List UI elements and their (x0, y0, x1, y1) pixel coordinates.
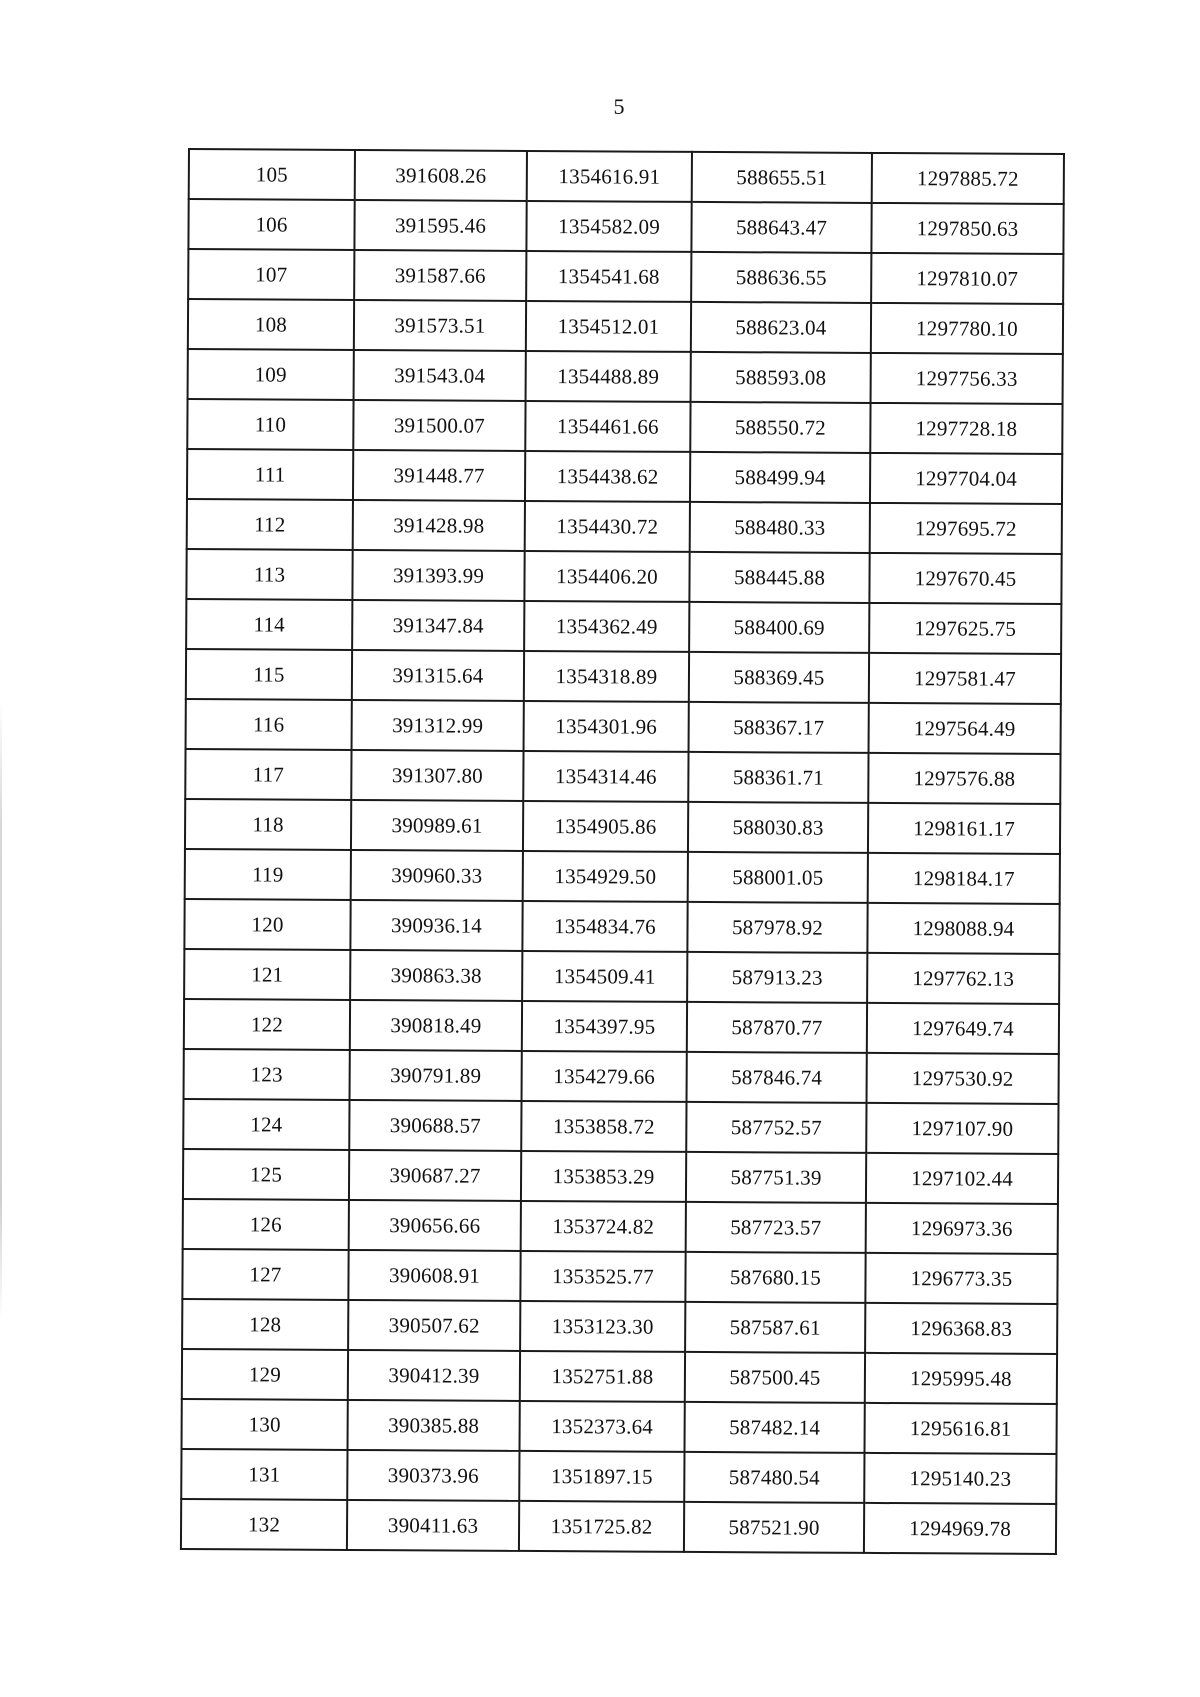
y-coordinate-cell: 1353858.72 (521, 1101, 686, 1152)
x-coordinate-cell: 391315.64 (352, 650, 524, 701)
point-number-cell: 127 (182, 1249, 348, 1300)
x-coordinate-cell: 390411.63 (347, 1500, 519, 1551)
y2-coordinate-cell: 1295140.23 (864, 1453, 1056, 1504)
y-coordinate-cell: 1352751.88 (520, 1351, 685, 1402)
y-coordinate-cell: 1352373.64 (520, 1401, 685, 1452)
y2-coordinate-cell: 1298184.17 (868, 853, 1060, 904)
x2-coordinate-cell: 587680.15 (685, 1252, 865, 1303)
table-row (182, 1399, 1057, 1454)
y2-coordinate-cell: 1297762.13 (867, 953, 1059, 1004)
y2-coordinate-cell: 1297107.90 (866, 1103, 1058, 1154)
point-number-cell: 105 (189, 149, 355, 200)
point-number-cell: 113 (186, 549, 352, 600)
page-number: 5 (613, 94, 625, 119)
y2-coordinate-cell: 1297564.49 (869, 703, 1061, 754)
x-coordinate-cell: 391312.99 (352, 700, 524, 751)
x2-coordinate-cell: 588480.33 (690, 502, 870, 553)
table-row (189, 149, 1064, 204)
y-coordinate-cell: 1354318.89 (524, 651, 689, 702)
table-row (181, 1499, 1056, 1554)
y2-coordinate-cell: 1297102.44 (866, 1153, 1058, 1204)
y2-coordinate-cell: 1298088.94 (867, 903, 1059, 954)
y2-coordinate-cell: 1296973.36 (866, 1203, 1058, 1254)
y-coordinate-cell: 1354461.66 (525, 401, 690, 452)
point-number-cell: 132 (181, 1499, 347, 1550)
x-coordinate-cell: 390373.96 (347, 1450, 519, 1501)
point-number-cell: 124 (183, 1099, 349, 1150)
x-coordinate-cell: 390385.88 (348, 1400, 520, 1451)
point-number-cell: 108 (188, 299, 354, 350)
y-coordinate-cell: 1354397.95 (522, 1001, 687, 1052)
x2-coordinate-cell: 587978.92 (687, 902, 867, 953)
x2-coordinate-cell: 588367.17 (689, 702, 869, 753)
x2-coordinate-cell: 587752.57 (686, 1102, 866, 1153)
point-number-cell: 109 (188, 349, 354, 400)
table-row (186, 599, 1061, 654)
x2-coordinate-cell: 588030.83 (688, 802, 868, 853)
y-coordinate-cell: 1354314.46 (523, 751, 688, 802)
table-row (186, 549, 1061, 604)
x-coordinate-cell: 391595.46 (354, 200, 526, 251)
x2-coordinate-cell: 588400.69 (689, 602, 869, 653)
point-number-cell: 121 (184, 949, 350, 1000)
x-coordinate-cell: 391347.84 (352, 600, 524, 651)
y2-coordinate-cell: 1298161.17 (868, 803, 1060, 854)
y-coordinate-cell: 1353525.77 (520, 1251, 685, 1302)
y-coordinate-cell: 1353853.29 (521, 1151, 686, 1202)
x2-coordinate-cell: 588499.94 (690, 452, 870, 503)
coordinate-table (180, 148, 1065, 1555)
y-coordinate-cell: 1354541.68 (526, 251, 691, 302)
y2-coordinate-cell: 1295995.48 (865, 1353, 1057, 1404)
table-row (188, 249, 1063, 304)
y2-coordinate-cell: 1297625.75 (869, 603, 1061, 654)
point-number-cell: 119 (185, 849, 351, 900)
x-coordinate-cell: 390818.49 (350, 1000, 522, 1051)
y-coordinate-cell: 1351897.15 (519, 1451, 684, 1502)
table-row (187, 399, 1062, 454)
point-number-cell: 117 (185, 749, 351, 800)
x2-coordinate-cell: 587521.90 (684, 1502, 864, 1553)
table-row (182, 1249, 1057, 1304)
x2-coordinate-cell: 587500.45 (685, 1352, 865, 1403)
point-number-cell: 131 (181, 1449, 347, 1500)
y-coordinate-cell: 1354438.62 (525, 451, 690, 502)
table-row (187, 499, 1062, 554)
y-coordinate-cell: 1354616.91 (527, 151, 692, 202)
point-number-cell: 107 (188, 249, 354, 300)
x2-coordinate-cell: 587587.61 (685, 1302, 865, 1353)
table-row (183, 1099, 1058, 1154)
y2-coordinate-cell: 1297695.72 (870, 503, 1062, 554)
y2-coordinate-cell: 1297728.18 (870, 403, 1062, 454)
table-row (185, 749, 1060, 804)
y2-coordinate-cell: 1297530.92 (867, 1053, 1059, 1104)
x2-coordinate-cell: 588636.55 (691, 252, 871, 303)
point-number-cell: 112 (187, 499, 353, 550)
table-row (182, 1299, 1057, 1354)
point-number-cell: 106 (188, 199, 354, 250)
table-row (187, 449, 1062, 504)
y-coordinate-cell: 1354362.49 (524, 601, 689, 652)
x-coordinate-cell: 391448.77 (353, 450, 525, 501)
scan-binding-edge (0, 700, 2, 1320)
point-number-cell: 110 (187, 399, 353, 450)
table-row (184, 999, 1059, 1054)
x2-coordinate-cell: 587751.39 (686, 1152, 866, 1203)
x-coordinate-cell: 390936.14 (350, 900, 522, 951)
point-number-cell: 120 (184, 899, 350, 950)
x-coordinate-cell: 391608.26 (355, 150, 527, 201)
x-coordinate-cell: 390863.38 (350, 950, 522, 1001)
x2-coordinate-cell: 588369.45 (689, 652, 869, 703)
x2-coordinate-cell: 588655.51 (692, 152, 872, 203)
table-row (188, 299, 1063, 354)
x-coordinate-cell: 390507.62 (348, 1300, 520, 1351)
x-coordinate-cell: 390688.57 (349, 1100, 521, 1151)
x-coordinate-cell: 390412.39 (348, 1350, 520, 1401)
point-number-cell: 128 (182, 1299, 348, 1350)
x-coordinate-cell: 390687.27 (349, 1150, 521, 1201)
y-coordinate-cell: 1353724.82 (521, 1201, 686, 1252)
y2-coordinate-cell: 1297810.07 (871, 253, 1063, 304)
y2-coordinate-cell: 1296773.35 (865, 1253, 1057, 1304)
y2-coordinate-cell: 1297704.04 (870, 453, 1062, 504)
y2-coordinate-cell: 1297756.33 (871, 353, 1063, 404)
x-coordinate-cell: 390960.33 (351, 850, 523, 901)
table-row (185, 849, 1060, 904)
y-coordinate-cell: 1354512.01 (526, 301, 691, 352)
x2-coordinate-cell: 587913.23 (687, 952, 867, 1003)
y-coordinate-cell: 1354509.41 (522, 951, 687, 1002)
x2-coordinate-cell: 587846.74 (687, 1052, 867, 1103)
y2-coordinate-cell: 1297670.45 (869, 553, 1061, 604)
coordinate-table-body (181, 149, 1064, 1554)
x2-coordinate-cell: 588001.05 (688, 852, 868, 903)
x2-coordinate-cell: 587723.57 (686, 1202, 866, 1253)
table-row (184, 899, 1059, 954)
y2-coordinate-cell: 1295616.81 (864, 1403, 1056, 1454)
table-row (182, 1349, 1057, 1404)
table-row (185, 799, 1060, 854)
x-coordinate-cell: 391307.80 (351, 750, 523, 801)
x2-coordinate-cell: 588593.08 (691, 352, 871, 403)
y-coordinate-cell: 1354488.89 (526, 351, 691, 402)
y2-coordinate-cell: 1297780.10 (871, 303, 1063, 354)
x2-coordinate-cell: 587480.54 (684, 1452, 864, 1503)
x2-coordinate-cell: 587870.77 (687, 1002, 867, 1053)
table-row (181, 1449, 1056, 1504)
y-coordinate-cell: 1354430.72 (525, 501, 690, 552)
point-number-cell: 122 (184, 999, 350, 1050)
y2-coordinate-cell: 1297581.47 (869, 653, 1061, 704)
x2-coordinate-cell: 588445.88 (689, 552, 869, 603)
y-coordinate-cell: 1354929.50 (523, 851, 688, 902)
table-row (183, 1199, 1058, 1254)
y2-coordinate-cell: 1297649.74 (867, 1003, 1059, 1054)
point-number-cell: 114 (186, 599, 352, 650)
table-row (186, 649, 1061, 704)
point-number-cell: 123 (184, 1049, 350, 1100)
y2-coordinate-cell: 1296368.83 (865, 1303, 1057, 1354)
x-coordinate-cell: 390791.89 (350, 1050, 522, 1101)
table-row (186, 699, 1061, 754)
table-row (188, 349, 1063, 404)
x2-coordinate-cell: 587482.14 (684, 1402, 864, 1453)
table-row (188, 199, 1063, 254)
point-number-cell: 130 (182, 1399, 348, 1450)
point-number-cell: 118 (185, 799, 351, 850)
x-coordinate-cell: 391500.07 (353, 400, 525, 451)
point-number-cell: 116 (186, 699, 352, 750)
x2-coordinate-cell: 588623.04 (691, 302, 871, 353)
x-coordinate-cell: 391428.98 (353, 500, 525, 551)
y-coordinate-cell: 1354905.86 (523, 801, 688, 852)
x-coordinate-cell: 391587.66 (354, 250, 526, 301)
y2-coordinate-cell: 1297885.72 (872, 153, 1064, 204)
x2-coordinate-cell: 588643.47 (691, 202, 871, 253)
x2-coordinate-cell: 588361.71 (688, 752, 868, 803)
y-coordinate-cell: 1354279.66 (522, 1051, 687, 1102)
y-coordinate-cell: 1354301.96 (524, 701, 689, 752)
point-number-cell: 115 (186, 649, 352, 700)
y-coordinate-cell: 1354582.09 (526, 201, 691, 252)
x2-coordinate-cell: 588550.72 (690, 402, 870, 453)
point-number-cell: 129 (182, 1349, 348, 1400)
x-coordinate-cell: 391543.04 (354, 350, 526, 401)
x-coordinate-cell: 391393.99 (352, 550, 524, 601)
point-number-cell: 111 (187, 449, 353, 500)
y2-coordinate-cell: 1294969.78 (864, 1503, 1056, 1554)
y2-coordinate-cell: 1297576.88 (868, 753, 1060, 804)
y2-coordinate-cell: 1297850.63 (871, 203, 1063, 254)
y-coordinate-cell: 1354834.76 (522, 901, 687, 952)
x-coordinate-cell: 390989.61 (351, 800, 523, 851)
y-coordinate-cell: 1354406.20 (524, 551, 689, 602)
table-row (184, 1049, 1059, 1104)
y-coordinate-cell: 1351725.82 (519, 1501, 684, 1552)
x-coordinate-cell: 390608.91 (348, 1250, 520, 1301)
x-coordinate-cell: 390656.66 (349, 1200, 521, 1251)
table-row (183, 1149, 1058, 1204)
y-coordinate-cell: 1353123.30 (520, 1301, 685, 1352)
x-coordinate-cell: 391573.51 (354, 300, 526, 351)
table-row (184, 949, 1059, 1004)
point-number-cell: 126 (183, 1199, 349, 1250)
point-number-cell: 125 (183, 1149, 349, 1200)
